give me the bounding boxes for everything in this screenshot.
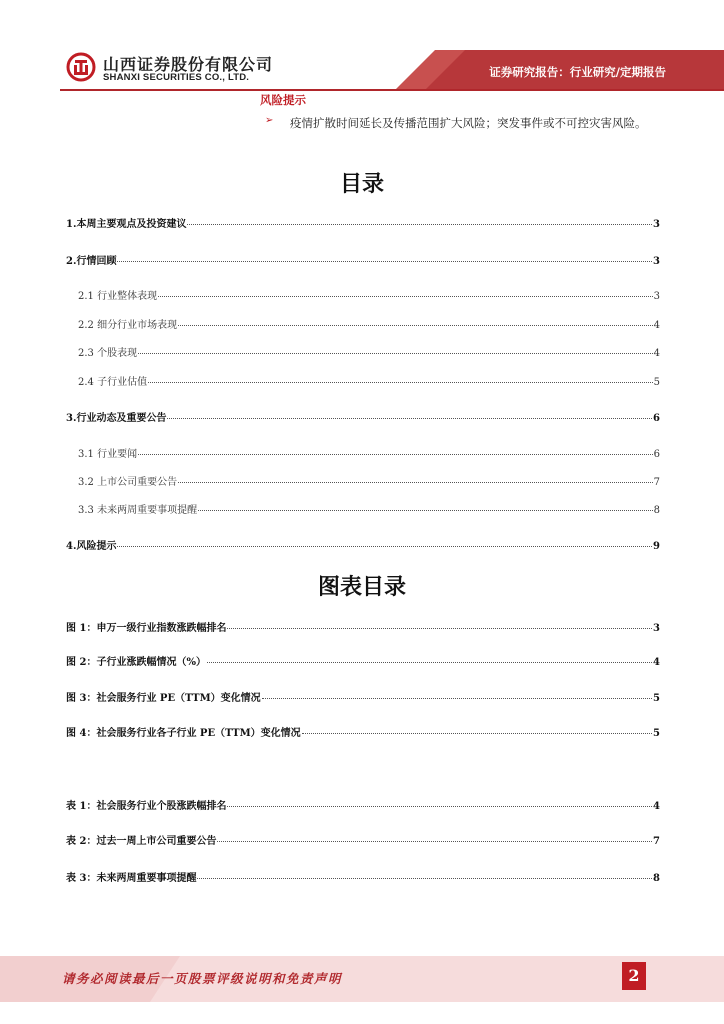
toc-title: 目录 <box>339 172 384 197</box>
company-name-en: SHANXI SECURITIES CO., LTD. <box>103 72 250 83</box>
leader-dots <box>302 733 652 734</box>
toc-entry-label: 2.2 细分行业市场表现 <box>78 320 178 331</box>
leader-dots <box>138 454 653 455</box>
figure-entry-page: 3 <box>653 623 660 634</box>
toc-entry-page: 6 <box>653 413 660 424</box>
risk-title: 风险提示 <box>260 93 306 107</box>
toc-entry-page: 9 <box>653 541 660 552</box>
page-header <box>0 0 724 92</box>
toc-entry-page: 4 <box>653 348 660 359</box>
figure-entry-label: 图 3：社会服务行业 PE（TTM）变化情况 <box>66 693 261 704</box>
leader-dots <box>227 628 652 629</box>
toc-entry-label: 2.行情回顾 <box>66 256 117 267</box>
toc-entry-label: 3.2 上市公司重要公告 <box>78 477 178 488</box>
table-entry-label: 表 3：未来两周重要事项提醒 <box>66 873 197 884</box>
toc-entry-page: 5 <box>653 377 660 388</box>
toc-entry[interactable] <box>78 316 660 331</box>
toc-entry[interactable] <box>78 473 660 488</box>
leader-dots <box>187 224 652 225</box>
toc-entry[interactable] <box>78 373 660 388</box>
figure-entry[interactable] <box>66 724 660 739</box>
figure-entry[interactable] <box>66 653 660 668</box>
figure-entry-page: 4 <box>653 657 660 668</box>
table-entry-label: 表 2：过去一周上市公司重要公告 <box>66 836 217 847</box>
toc-entry[interactable] <box>66 215 660 230</box>
leader-dots <box>158 296 653 297</box>
leader-dots <box>217 841 652 842</box>
toc-entry[interactable] <box>66 537 660 552</box>
toc-entry-label: 3.1 行业要闻 <box>78 449 138 460</box>
toc-entry-page: 4 <box>653 320 660 331</box>
table-entry-page: 4 <box>653 801 660 812</box>
toc-entry-label: 2.4 子行业估值 <box>78 377 148 388</box>
toc-entry-label: 2.3 个股表现 <box>78 348 138 359</box>
risk-text: 疫情扩散时间延长及传播范围扩大风险；突发事件或不可控灾害风险。 <box>290 116 647 130</box>
leader-dots <box>197 878 652 879</box>
table-entry-page: 8 <box>653 873 660 884</box>
figure-entry-label: 图 1：申万一级行业指数涨跌幅排名 <box>66 623 227 634</box>
table-entry[interactable] <box>66 797 660 812</box>
toc-entry[interactable] <box>66 409 660 424</box>
toc-entry-page: 3 <box>653 291 660 302</box>
header-divider <box>60 89 724 91</box>
leader-dots <box>148 382 653 383</box>
leader-dots <box>198 510 653 511</box>
toc-entry[interactable] <box>78 344 660 359</box>
toc-entry[interactable] <box>66 252 660 267</box>
figure-entry-page: 5 <box>653 728 660 739</box>
toc-entry[interactable] <box>78 445 660 460</box>
table-entry[interactable] <box>66 869 660 884</box>
toc-entry-label: 4.风险提示 <box>66 541 117 552</box>
leader-dots <box>167 418 652 419</box>
toc-entry-page: 8 <box>653 505 660 516</box>
leader-dots <box>178 325 653 326</box>
figure-entry-page: 5 <box>653 693 660 704</box>
disclaimer-text: 请务必阅读最后一页股票评级说明和免责声明 <box>62 971 343 986</box>
company-logo-icon <box>66 52 96 82</box>
toc-entry-label: 2.1 行业整体表现 <box>78 291 158 302</box>
figures-toc-title: 图表目录 <box>317 575 406 600</box>
toc-entry-label: 3.3 未来两周重要事项提醒 <box>78 505 198 516</box>
toc-entry-page: 3 <box>653 256 660 267</box>
toc-entry-label: 3.行业动态及重要公告 <box>66 413 167 424</box>
company-name-cn: 山西证券股份有限公司 <box>103 55 274 74</box>
figure-entry-label: 图 4：社会服务行业各子行业 PE（TTM）变化情况 <box>66 728 301 739</box>
leader-dots <box>262 698 652 699</box>
toc-entry-page: 6 <box>653 449 660 460</box>
toc-entry[interactable] <box>78 287 660 302</box>
toc-entry-page: 7 <box>653 477 660 488</box>
leader-dots <box>138 353 653 354</box>
figure-entry-label: 图 2：子行业涨跌幅情况（%） <box>66 657 206 668</box>
report-type-label: 证券研究报告：行业研究/定期报告 <box>489 65 666 79</box>
table-entry-label: 表 1：社会服务行业个股涨跌幅排名 <box>66 801 227 812</box>
table-entry-page: 7 <box>653 836 660 847</box>
arrow-bullet-icon: ➢ <box>265 115 274 126</box>
table-entry[interactable] <box>66 832 660 847</box>
page-number: 2 <box>622 962 646 990</box>
leader-dots <box>227 806 652 807</box>
leader-dots <box>207 662 652 663</box>
figure-entry[interactable] <box>66 689 660 704</box>
toc-entry-label: 1.本周主要观点及投资建议 <box>66 219 187 230</box>
figure-entry[interactable] <box>66 619 660 634</box>
leader-dots <box>117 261 652 262</box>
toc-entry-page: 3 <box>653 219 660 230</box>
leader-dots <box>178 482 653 483</box>
toc-entry[interactable] <box>78 501 660 516</box>
leader-dots <box>117 546 652 547</box>
